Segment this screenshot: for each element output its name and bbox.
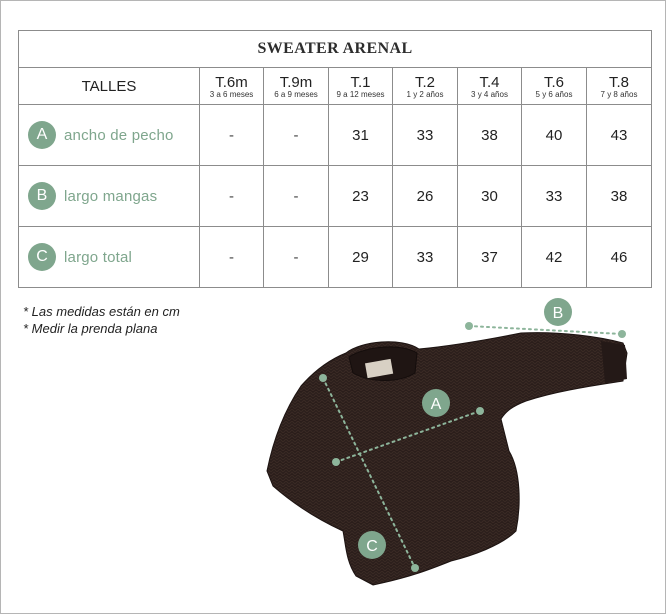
marker-b bbox=[544, 298, 572, 326]
size-code: T.6m bbox=[215, 73, 248, 91]
table-cell: 33 bbox=[522, 166, 587, 227]
table-cell: 38 bbox=[458, 105, 522, 166]
sweater-illustration bbox=[1, 1, 666, 615]
badge-b: B bbox=[28, 182, 56, 210]
size-code: T.2 bbox=[414, 73, 435, 91]
table-title: SWEATER ARENAL bbox=[19, 31, 652, 68]
size-range: 1 y 2 años bbox=[406, 89, 444, 99]
table-cell: 43 bbox=[587, 105, 652, 166]
svg-text:A: A bbox=[430, 396, 442, 413]
svg-text:B: B bbox=[552, 305, 564, 322]
table-cell: 29 bbox=[329, 227, 393, 288]
marker-c bbox=[358, 531, 386, 559]
table-cell: 37 bbox=[458, 227, 522, 288]
table-cell: - bbox=[264, 166, 329, 227]
measure-label: largo mangas bbox=[64, 187, 158, 205]
table-cell: 30 bbox=[458, 166, 522, 227]
table-cell: - bbox=[200, 227, 264, 288]
table-cell: 31 bbox=[329, 105, 393, 166]
table-cell: 42 bbox=[522, 227, 587, 288]
table-cell: 33 bbox=[393, 105, 458, 166]
size-range: 3 y 4 años bbox=[471, 89, 508, 99]
measure-label: ancho de pecho bbox=[64, 126, 174, 144]
talles-header: TALLES bbox=[19, 68, 200, 105]
size-range: 7 y 8 años bbox=[600, 89, 638, 99]
note-units: * Las medidas están en cm bbox=[23, 304, 180, 319]
table-cell: 38 bbox=[587, 166, 652, 227]
size-code: T.8 bbox=[608, 73, 629, 91]
table-cell: - bbox=[264, 105, 329, 166]
marker-a bbox=[422, 389, 450, 417]
sweater-photo bbox=[267, 333, 627, 585]
size-code: T.4 bbox=[479, 73, 500, 91]
table-cell: 26 bbox=[393, 166, 458, 227]
size-code: T.6 bbox=[543, 73, 564, 91]
measure-label: largo total bbox=[64, 248, 133, 266]
size-range: 3 a 6 meses bbox=[209, 89, 254, 99]
table-cell: - bbox=[264, 227, 329, 288]
size-range: 9 a 12 meses bbox=[336, 89, 385, 99]
table-cell: 46 bbox=[587, 227, 652, 288]
badge-c: C bbox=[28, 243, 56, 271]
badge-a: A bbox=[28, 121, 56, 149]
table-cell: 33 bbox=[393, 227, 458, 288]
table-cell: 23 bbox=[329, 166, 393, 227]
note-flat: * Medir la prenda plana bbox=[23, 321, 158, 336]
size-code: T.1 bbox=[350, 73, 371, 91]
table-cell: 40 bbox=[522, 105, 587, 166]
svg-text:C: C bbox=[366, 538, 378, 555]
table-cell: - bbox=[200, 166, 264, 227]
size-range: 5 y 6 años bbox=[535, 89, 573, 99]
size-range: 6 a 9 meses bbox=[274, 89, 318, 99]
table-cell: - bbox=[200, 105, 264, 166]
size-code: T.9m bbox=[279, 73, 313, 91]
